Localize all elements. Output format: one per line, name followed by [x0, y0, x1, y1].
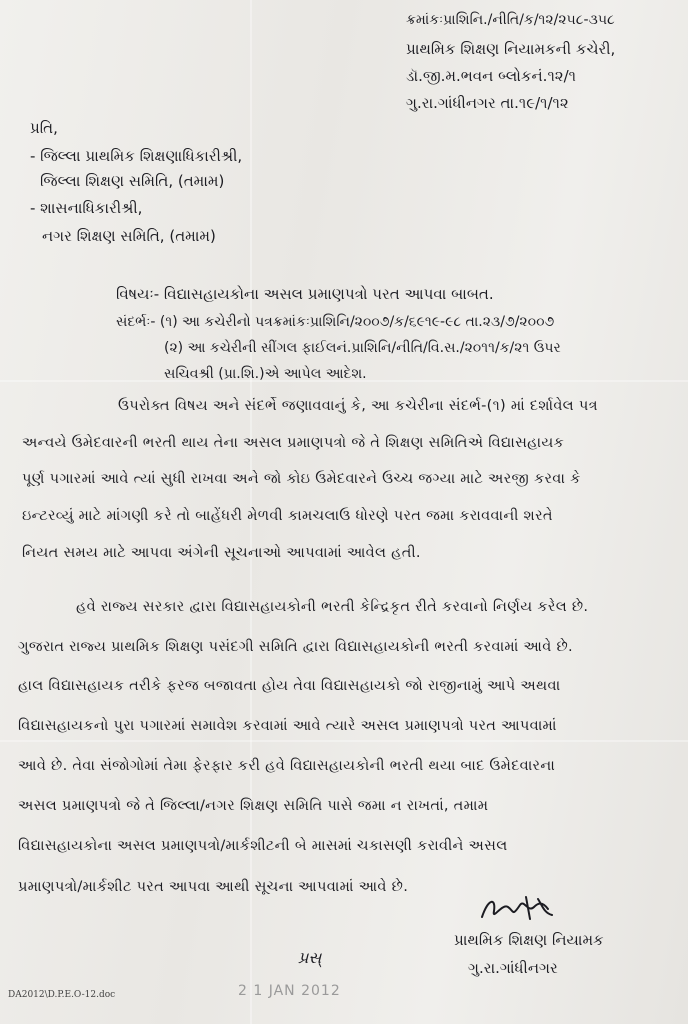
recipient-line: - શાસનાધિકારીશ્રી, — [30, 199, 143, 217]
signatory-title: પ્રાથમિક શિક્ષણ નિયામક — [454, 931, 604, 949]
paper-fold-line — [0, 740, 688, 742]
paragraph-2-line: ગુજરાત રાજ્ય પ્રાથમિક શિક્ષણ પસંદગી સમિતિ દ્વારા વિદ્યાસહાયકોની ભરતી કરવામાં આવે છે. — [18, 638, 573, 655]
recipient-line: જિલ્લા શિક્ષણ સમિતિ, (તમામ) — [40, 172, 225, 190]
handwritten-signature — [478, 893, 556, 923]
paragraph-2-line: અસલ પ્રમાણપત્રો જે તે જિલ્લા/નગર શિક્ષણ સમિતિ પાસે જમા ન રાખતાં, તમામ — [18, 797, 489, 814]
inward-date-stamp: 2 1 JAN 2012 — [238, 983, 341, 999]
signatory-place: ગુ.રા.ગાંધીનગર — [468, 959, 558, 977]
reference-2-continued: સચિવશ્રી (પ્રા.શિ.)એ આપેલ આદેશ. — [164, 366, 367, 382]
paragraph-2-line: વિદ્યાસહાયકનો પુરા પગારમાં સમાવેશ કરવામાં આવે ત્યારે અસલ પ્રમાણપત્રો પરત આપવામાં — [18, 717, 557, 734]
paragraph-2-line: વિદ્યાસહાયકોના અસલ પ્રમાણપત્રો/માર્કશીટની બે માસમાં ચકાસણી કરાવીને અસલ — [18, 837, 508, 854]
handwritten-initials: પ્રસ્ — [298, 948, 322, 967]
reference-number: ક્રમાંકઃપ્રાશિનિ./નીતિ/ક/૧૨/૨૫૮-૩૫૮ — [406, 12, 615, 28]
paragraph-2-line: હવે રાજ્ય સરકાર દ્વારા વિદ્યાસહાયકોની ભરતી કેન્દ્રિકૃત રીતે કરવાનો નિર્ણય કરેલ છે. — [76, 598, 589, 615]
reference-1: સંદર્ભઃ- (૧) આ કચેરીનો પત્રક્રમાંકઃપ્રાશિનિ/૨૦૦૭/ક/૬૯૧૯-૯૮ તા.૨૩/૭/૨૦૦૭ — [116, 314, 555, 330]
paragraph-1-line: પૂર્ણ પગારમાં આવે ત્યાં સુધી રાખવા અને જો કોઇ ઉમેદવારને ઉચ્ચ જગ્યા માટે અરજી કરવા કે — [22, 470, 581, 487]
paragraph-1-line: ઉપરોક્ત વિષય અને સંદર્ભે જણાવવાનું કે, આ કચેરીના સંદર્ભ-(૧) માં દર્શાવેલ પત્ર — [118, 397, 598, 414]
paragraph-1-line: ઇન્ટરવ્યું માટે માંગણી કરે તો બાહેંધરી મેળવી કામચલાઉ ધોરણે પરત જમા કરાવવાની શરતે — [22, 507, 553, 524]
office-building: ડૉ.જી.મ.ભવન બ્લોકનં.૧૨/૧ — [406, 67, 577, 85]
subject-line: વિષયઃ- વિદ્યાસહાયકોના અસલ પ્રમાણપત્રો પરત આપવા બાબત. — [116, 285, 494, 303]
paragraph-2-line: પ્રમાણપત્રો/માર્કશીટ પરત આપવા આથી સૂચના આપવામાં આવે છે. — [18, 878, 409, 895]
file-name: DA2012\D.P.E.O-12.doc — [8, 990, 116, 1000]
recipient-line: નગર શિક્ષણ સમિતિ, (તમામ) — [42, 227, 216, 245]
paragraph-1-line: નિયત સમય માટે આપવા અંગેની સૂચનાઓ આપવામાં આવેલ હતી. — [22, 544, 421, 561]
paragraph-2-line: આવે છે. તેવા સંજોગોમાં તેમા ફેરફાર કરી હવે વિદ્યાસહાયકોની ભરતી થયા બાદ ઉમેદવારના — [18, 757, 556, 774]
office-name: પ્રાથમિક શિક્ષણ નિયામકની કચેરી, — [406, 40, 616, 58]
paragraph-1-line: અન્વયે ઉમેદવારની ભરતી થાય તેના અસલ પ્રમાણપત્રો જે તે શિક્ષણ સમિતિએ વિદ્યાસહાયક — [22, 434, 565, 451]
recipient-prati: પ્રતિ, — [30, 119, 58, 137]
recipient-line: - જિલ્લા પ્રાથમિક શિક્ષણાધિકારીશ્રી, — [30, 147, 243, 165]
place-date: ગુ.રા.ગાંધીનગર તા.૧૯/૧/૧૨ — [406, 94, 569, 112]
paragraph-2-line: હાલ વિદ્યાસહાયક તરીકે ફરજ બજાવતા હોય તેવા વિદ્યાસહાયકો જો રાજીનામું આપે અથવા — [18, 677, 561, 694]
reference-2: (૨) આ કચેરીની સીંગલ ફાઈલનં.પ્રાશિનિ/નીતિ/વિ.સ./૨૦૧૧/ક/૨૧ ઉપર — [164, 340, 561, 356]
